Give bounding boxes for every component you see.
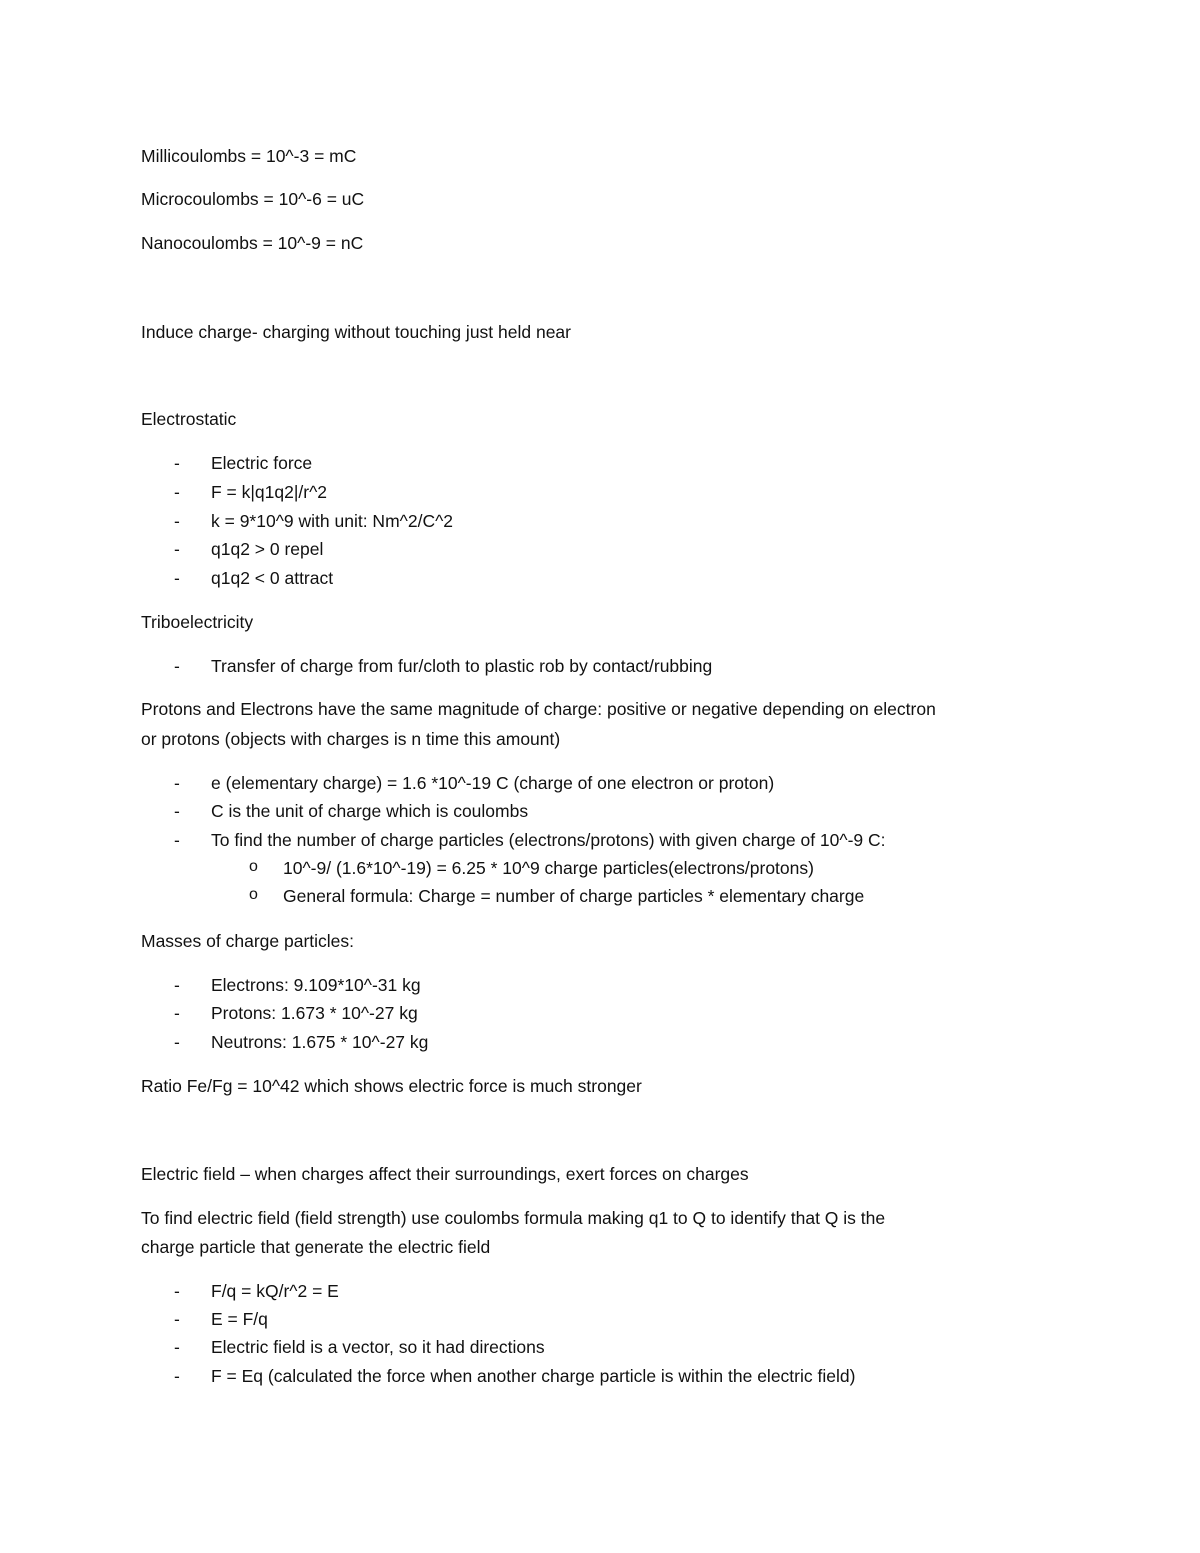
bullet-dash: - [174,1003,180,1023]
nanocoulombs-line: Nanocoulombs = 10^-9 = nC [141,233,364,253]
bullet-dash: - [174,1366,180,1386]
electrostatic-heading: Electrostatic [141,409,237,429]
bullet-dash: - [174,568,180,588]
field-strength-paragraph-line-2: charge particle that generate the electric field [141,1237,491,1257]
protons-electrons-paragraph-line-1: Protons and Electrons have the same magnitude of charge: positive or negative depending on electron [141,699,936,719]
protons-electrons-paragraph-line-2: or protons (objects with charges is n time this amount) [141,729,561,749]
ratio-line: Ratio Fe/Fg = 10^42 which shows electric force is much stronger [141,1076,642,1096]
triboelectricity-heading: Triboelectricity [141,612,254,632]
masses-heading: Masses of charge particles: [141,931,355,951]
bullet-dash: - [174,1309,180,1329]
bullet-dash: - [174,773,180,793]
bullet-dash: - [174,1032,180,1052]
bullet-dash: - [174,453,180,473]
induce-charge-line: Induce charge- charging without touching just held near [141,322,571,342]
bullet-dash: - [174,511,180,531]
bullet-dash: - [174,830,180,850]
bullet-dash: - [174,539,180,559]
field-strength-paragraph-line-1: To find electric field (field strength) use coulombs formula making q1 to Q to identify that Q is the [141,1208,886,1228]
bullet-dash: - [174,1281,180,1301]
bullet-dash: - [174,1337,180,1357]
sub-bullet-marker: o [249,886,258,903]
bullet-dash: - [174,656,180,676]
bullet-dash: - [174,801,180,821]
bullet-dash: - [174,975,180,995]
electric-field-line: Electric field – when charges affect their surroundings, exert forces on charges [141,1164,749,1184]
millicoulombs-line: Millicoulombs = 10^-3 = mC [141,146,357,166]
sub-bullet-marker: o [249,858,258,875]
bullet-dash: - [174,482,180,502]
microcoulombs-line: Microcoulombs = 10^-6 = uC [141,189,365,209]
document-page: Millicoulombs = 10^-3 = mC Microcoulombs = 10^-6 = uC Nanocoulombs = 10^-9 = nC Induce charge- charging without touching just held near Electrostatic - Electric force - F = k|q1q2|/r^2 - k = 9*10^9 with unit: Nm^2/C^2 - q1q2 > 0 repel - q1q2 < 0 attract Triboelectricity - Transfer of charge from fur/cloth to plastic rob by contact/rubbing Protons and Electrons have the same magnitude of charge: positive or negative depending on electron or protons (objects with charges is n time this amount) - e (elementary charge) = 1.6 *10^-19 C (charge of one electron or proton) - C is the unit of charge which is coulombs - To find the number of charge particles (electrons/protons) with given charge of 10^-9 C: o 10^-9/ (1.6*10^-19) = 6.25 * 10^9 charge particles(electrons/protons) o General formula: Charge = number of charge particles * elementary charge Masses of charge particles: - Electrons: 9.109*10^-31 kg - Protons: 1.673 * 10^-27 kg - Neutrons: 1.675 * 10^-27 kg Ratio Fe/Fg = 10^42 which shows electric force is much stronger Electric field – when charges affect their surroundings, exert forces on charges To find electric field (field strength) use coulombs formula making q1 to Q to identify that Q is the charge particle that generate the electric field - F/q = kQ/r^2 = E - E = F/q - Electric field is a vector, so it had directions - F = Eq (calculated the force when another charge particle is within the electric field) [141,146,936,1386]
